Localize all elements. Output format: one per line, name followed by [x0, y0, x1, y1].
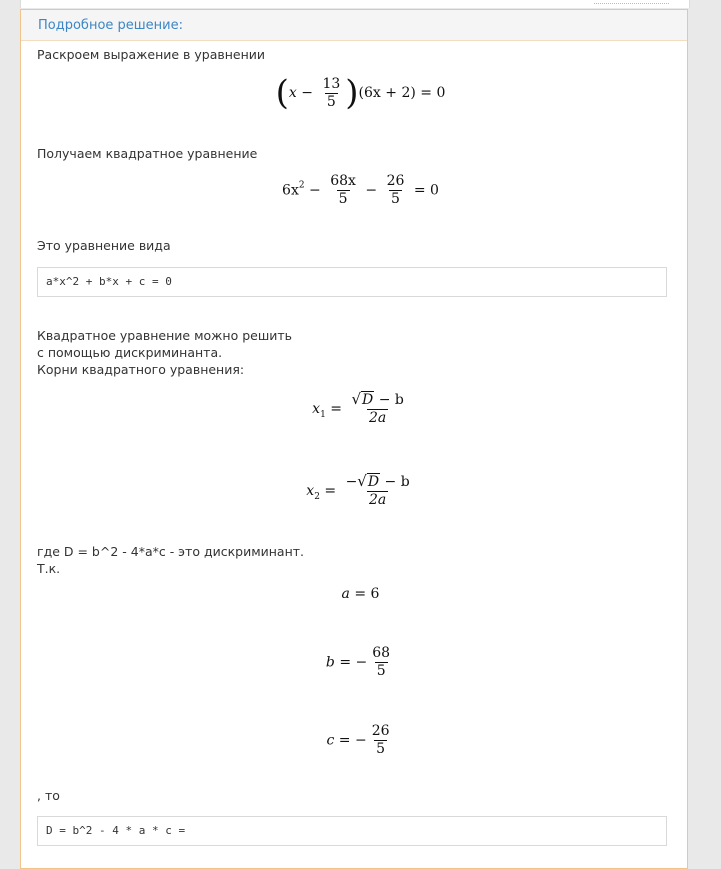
code-block-discriminant: D = b^2 - 4 * a * c = — [37, 816, 667, 846]
numerator-prefix: − — [345, 474, 358, 490]
var-b: b — [325, 654, 335, 671]
step-text-since: Т.к. — [37, 561, 61, 576]
coefficient-a — [0, 586, 721, 602]
step-text-discriminant-1: Квадратное уравнение можно решить — [37, 328, 293, 343]
var-x: x — [306, 483, 315, 499]
denominator: 5 — [376, 741, 386, 757]
right-paren: ) — [345, 73, 359, 113]
sqrt-icon: √ — [357, 472, 367, 490]
numerator — [344, 474, 412, 491]
fraction — [385, 174, 407, 207]
sqrt-argument: D — [367, 474, 380, 490]
denominator: 2a — [369, 410, 387, 426]
minus-sign: − — [309, 182, 321, 199]
numerator: 26 — [371, 723, 390, 739]
var-c: c — [326, 732, 335, 749]
equation-quadratic — [0, 174, 721, 207]
equals-minus: = − — [338, 732, 367, 749]
value-a: = 6 — [354, 586, 380, 602]
numerator: 26 — [386, 173, 405, 189]
step-text-expand: Раскроем выражение в уравнении — [37, 47, 266, 62]
fraction — [328, 174, 358, 207]
step-text-form: Это уравнение вида — [37, 238, 171, 253]
fraction — [344, 474, 412, 508]
numerator: 13 — [322, 75, 341, 92]
previous-panel-edge — [20, 0, 690, 8]
equals-minus: = − — [339, 654, 368, 671]
step-text-discriminant-2: с помощью дискриминанта. — [37, 345, 223, 360]
numerator — [349, 392, 405, 409]
denominator: 2a — [369, 492, 387, 508]
var-x: x — [312, 401, 321, 417]
fraction — [349, 392, 405, 426]
equation-original — [0, 73, 721, 113]
numerator: 68x — [330, 173, 356, 189]
formula-x1 — [0, 392, 721, 426]
numerator: 68 — [372, 645, 391, 661]
numerator-suffix: − b — [384, 474, 410, 490]
sqrt-argument: D — [362, 392, 374, 408]
step-text-quadratic: Получаем квадратное уравнение — [37, 146, 258, 161]
denominator: 5 — [326, 93, 336, 110]
coefficient-c — [0, 724, 721, 757]
subscript: 2 — [314, 492, 320, 502]
minus-sign: − — [365, 182, 378, 199]
equals-zero: = 0 — [413, 182, 439, 199]
fraction — [370, 724, 392, 757]
step-text-discriminant-def: где D = b^2 - 4*a*c - это дискриминант. — [37, 544, 305, 559]
fraction — [370, 646, 392, 679]
numerator-suffix: − b — [378, 392, 404, 408]
exponent: 2 — [298, 180, 305, 191]
denominator: 5 — [338, 191, 348, 207]
equation-rest: (6x + 2) = 0 — [358, 85, 446, 101]
step-text-roots: Корни квадратного уравнения: — [37, 362, 245, 377]
subscript: 1 — [320, 410, 326, 420]
equals-sign: = — [324, 483, 337, 499]
term-lead: 6x — [282, 182, 299, 199]
code-block-general-form: a*x^2 + b*x + c = 0 — [37, 267, 667, 297]
coefficient-b — [0, 646, 721, 679]
panel-title: Подробное решение: — [21, 10, 687, 41]
equals-sign: = — [330, 401, 342, 417]
formula-x2 — [0, 474, 721, 508]
var-x: x — [288, 85, 297, 101]
var-a: a — [341, 586, 350, 602]
denominator: 5 — [376, 663, 386, 679]
left-paren: ( — [275, 73, 289, 113]
fraction — [320, 77, 342, 110]
sqrt-icon: √ — [351, 390, 361, 408]
dotted-separator — [594, 3, 669, 4]
minus-sign: − — [301, 85, 313, 101]
step-text-then: , то — [37, 788, 60, 803]
denominator: 5 — [391, 191, 400, 207]
